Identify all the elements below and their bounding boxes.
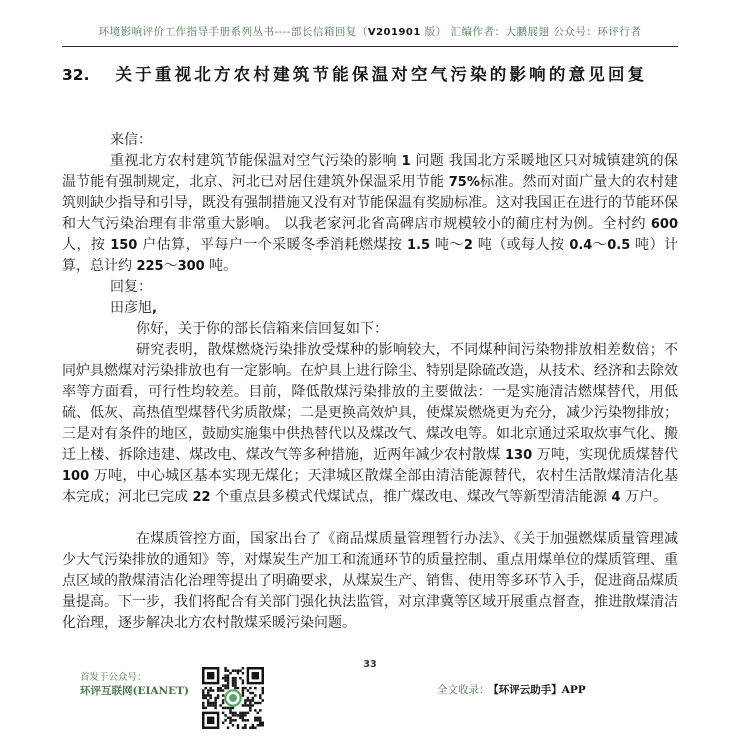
number-text: 0.4 <box>569 238 593 253</box>
paragraph <box>62 340 678 508</box>
app-note-value: 【环评云助手】APP <box>493 684 586 696</box>
text-run: 人，按 <box>62 237 111 253</box>
number-text: 4 <box>611 490 621 505</box>
paragraph <box>62 529 678 634</box>
paragraph <box>62 151 678 277</box>
text-run: 重视北方农村建筑节能保温对空气污染的影响 <box>110 153 402 169</box>
number-text: 1.5 <box>407 238 431 253</box>
text-run: ～ <box>592 237 608 253</box>
body-paragraphs <box>62 130 678 634</box>
text-run: 版） 汇编作者：大鹏展翅 公众号：环评行者 <box>420 26 642 38</box>
title-text: 关于重视北方农村建筑节能保温对空气污染的影响的意见回复 <box>115 65 648 84</box>
number-text: 300 <box>177 259 205 274</box>
number-text: 150 <box>110 238 138 253</box>
paragraph <box>62 277 678 298</box>
text-run: 环境影响评价工作指导手册系列丛书----部长信箱回复（ <box>98 26 368 38</box>
footer-app-note <box>437 682 586 697</box>
text-run: 研究表明，散煤燃烧污染排放受煤种的影响较大，不同煤种间污染物排放相差数倍；不同炉具燃煤对污染排放也有一定影响。在炉具上进行除尘、特别是除硫改造，从技术、经济和去除效率等方面看，可行性均较差。目前，降低散煤污染排放的主要做法：一是实施清洁燃煤替代，用低硫、低灰、高热值型煤替代劣质散煤；二是更换高效炉具，使煤炭燃烧更为充分，减少污染物排放；三是对有条件的地区，鼓励实施集中供热替代以及煤改气、煤改电等。如北京通过采取炊事气化、搬迁上楼、拆除违建、煤改电、煤改气等多种措施，近两年减少农村散煤 <box>62 342 678 463</box>
number-text: 225 <box>136 259 164 274</box>
paragraph <box>62 298 678 319</box>
text-run: 万吨，实现优质煤替代 <box>532 447 678 463</box>
paragraph <box>62 130 678 151</box>
text-run: 问题 我国北方采暖地区只对城镇建筑的保温节能有强制规定，北京、河北已对居住建筑外保温采用节能 <box>62 153 678 190</box>
number-text: 1 <box>401 154 411 169</box>
number-text: 22 <box>192 490 211 505</box>
page-number: 33 <box>363 659 377 670</box>
number-text: 130 <box>504 448 533 463</box>
text-run: 来信： <box>110 132 152 148</box>
number-text: 75% <box>448 175 480 190</box>
number-text: 600 <box>650 217 678 232</box>
publisher-label: 首发于公众号： <box>80 672 147 683</box>
publisher-name: 环评互联网(EIANET) <box>80 684 189 697</box>
text-run: 户估算，平每户一个采暖冬季消耗燃煤按 <box>137 237 408 253</box>
text-run: 回复： <box>110 279 152 295</box>
text-run: 万户。 <box>620 489 667 505</box>
title-number: 32. <box>62 66 90 84</box>
number-text: 2 <box>463 238 473 253</box>
number-text: V201901 <box>367 27 421 38</box>
text-run: 在煤质管控方面，国家出台了《商品煤质量管理暂行办法》、《关于加强燃煤质量管理减少大气污染排放的通知》等，对煤炭生产加工和流通环节的质量控制、重点用煤单位的煤质管理、重点区域的散煤清洁化治理等提出了明确要求，从煤炭生产、销售、使用等多环节入手，促进商品煤质量提高。下一步，我们将配合有关部门强化执法监管，对京津冀等区域开展重点督查，推进散煤清洁化治理，逐步解决北方农村散煤采暖污染问题。 <box>62 531 678 631</box>
text-run: 万吨，中心城区基本实现无煤化；天津城区散煤全部由清洁能源替代，农村生活散煤清洁化基本完成；河北已完成 <box>62 468 678 505</box>
text-run: 吨。 <box>204 258 238 274</box>
text-run: 个重点县多模式代煤试点，推广煤改电、煤改气等新型清洁能源 <box>210 489 612 505</box>
text-run: ～ <box>163 258 178 274</box>
text-run: 标准。然而对面广量大的农村建筑则缺少指导和引导，既没有强制措施又没有对节能保温有奖励标准。这对我国正在进行的节能环保和大气污染治理有非常重大影响。 以我老家河北省高碑店市规模较小的蔺庄村为例。全村约 <box>62 174 678 232</box>
app-note-label: 全文收录： <box>437 684 490 696</box>
text-run: 田彦旭 <box>110 300 152 316</box>
number-text: 100 <box>62 469 90 484</box>
text-run: 吨～ <box>430 237 464 253</box>
text-run: 你好，关于你的部长信箱来信回复如下： <box>136 321 388 337</box>
qr-code-icon <box>202 667 264 729</box>
text-run: 吨）计算，总计约 <box>62 237 679 274</box>
document-header <box>62 24 678 47</box>
number-text: , <box>152 301 157 316</box>
page-title <box>62 58 678 92</box>
footer-publisher <box>80 672 189 697</box>
paragraph <box>62 319 678 340</box>
number-text: 0.5 <box>607 238 631 253</box>
text-run: 吨（或每人按 <box>472 237 570 253</box>
